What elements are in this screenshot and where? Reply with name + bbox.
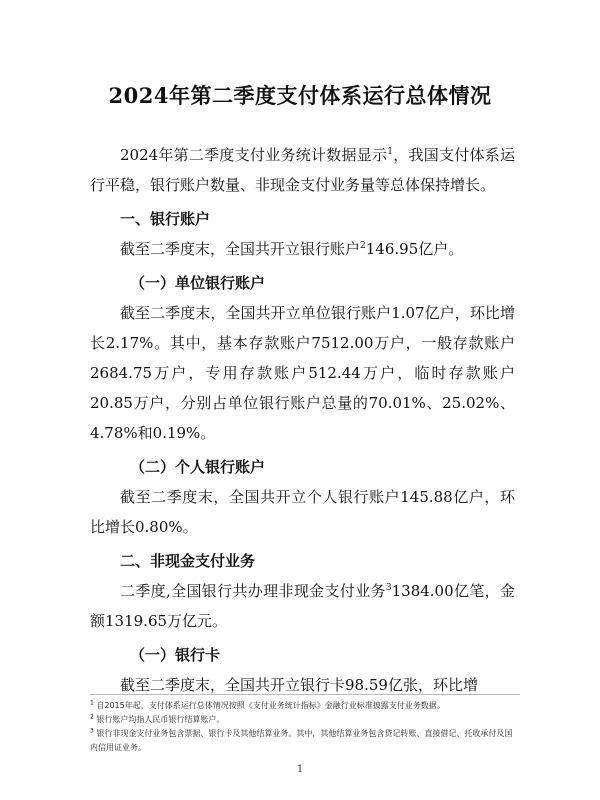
footnote-3	[90, 727, 520, 755]
subheading-unit-accounts: （一）单位银行账户	[130, 274, 266, 292]
bank-cards-paragraph: 截至二季度末，全国共开立银行卡98.59亿张，环比增	[120, 676, 478, 694]
section-heading-accounts: 一、银行账户	[120, 210, 211, 228]
footnote-ref-1[interactable]: 1	[387, 147, 393, 157]
page-number: 1	[296, 764, 304, 775]
accounts-paragraph	[90, 234, 515, 264]
page-title: 2024年第二季度支付体系运行总体情况	[108, 83, 492, 108]
intro-text: 2024年第二季度支付业务统计数据显示	[120, 146, 388, 164]
subheading-personal-accounts: （二）个人银行账户	[130, 458, 266, 476]
accounts-text-2: 146.95亿户。	[365, 240, 464, 258]
footnote-ref-3[interactable]: 3	[385, 583, 392, 593]
footnote-ref-2[interactable]: 2	[360, 241, 366, 251]
footnote-text: 银行账户均指人民币银行结算账户。	[96, 715, 225, 724]
footnotes	[90, 694, 520, 755]
subheading-bank-cards: （一）银行卡	[130, 646, 221, 664]
noncash-text-2: 1384.00亿笔，金额1319.65万亿元。	[90, 582, 515, 630]
noncash-paragraph	[90, 576, 515, 636]
footnote-number: 1	[90, 699, 94, 707]
footnote-text: 银行非现金支付业务包含票据、银行卡及其他结算业务。其中，其他结算业务包含贷记转账、直接借记、托收承付及国内信用证业务。	[90, 729, 513, 752]
accounts-text: 截至二季度末，全国共开立银行账户	[120, 240, 361, 258]
document-body	[90, 140, 515, 700]
footnote-text: 自2015年起，支付体系运行总体情况按照《支付业务统计指标》金融行业标准披露支付业务数据。	[96, 701, 445, 710]
personal-accounts-paragraph: 截至二季度末，全国共开立个人银行账户145.88亿户，环比增长0.80%。	[90, 488, 515, 536]
footnote-number: 3	[90, 727, 94, 735]
noncash-text: 二季度,全国银行共办理非现金支付业务	[120, 582, 386, 600]
section-heading-noncash: 二、非现金支付业务	[120, 552, 256, 570]
footnote-number: 2	[90, 713, 94, 721]
intro-paragraph	[90, 140, 515, 200]
unit-accounts-paragraph: 截至二季度末，全国共开立单位银行账户1.07亿户，环比增长2.17%。其中，基本存款账户7512.00万户，一般存款账户2684.75万户，专用存款账户512.44万户，临时存款账户20.85万户，分别占单位银行账户总量的70.01%、25.02%、4.78%和0.19%。	[90, 304, 515, 442]
intro-text-2: ，我国支付体系运行平稳，银行账户数量、非现金支付业务量等总体保持增长。	[90, 146, 515, 194]
footnote-1	[90, 699, 520, 713]
footnote-2	[90, 713, 520, 727]
